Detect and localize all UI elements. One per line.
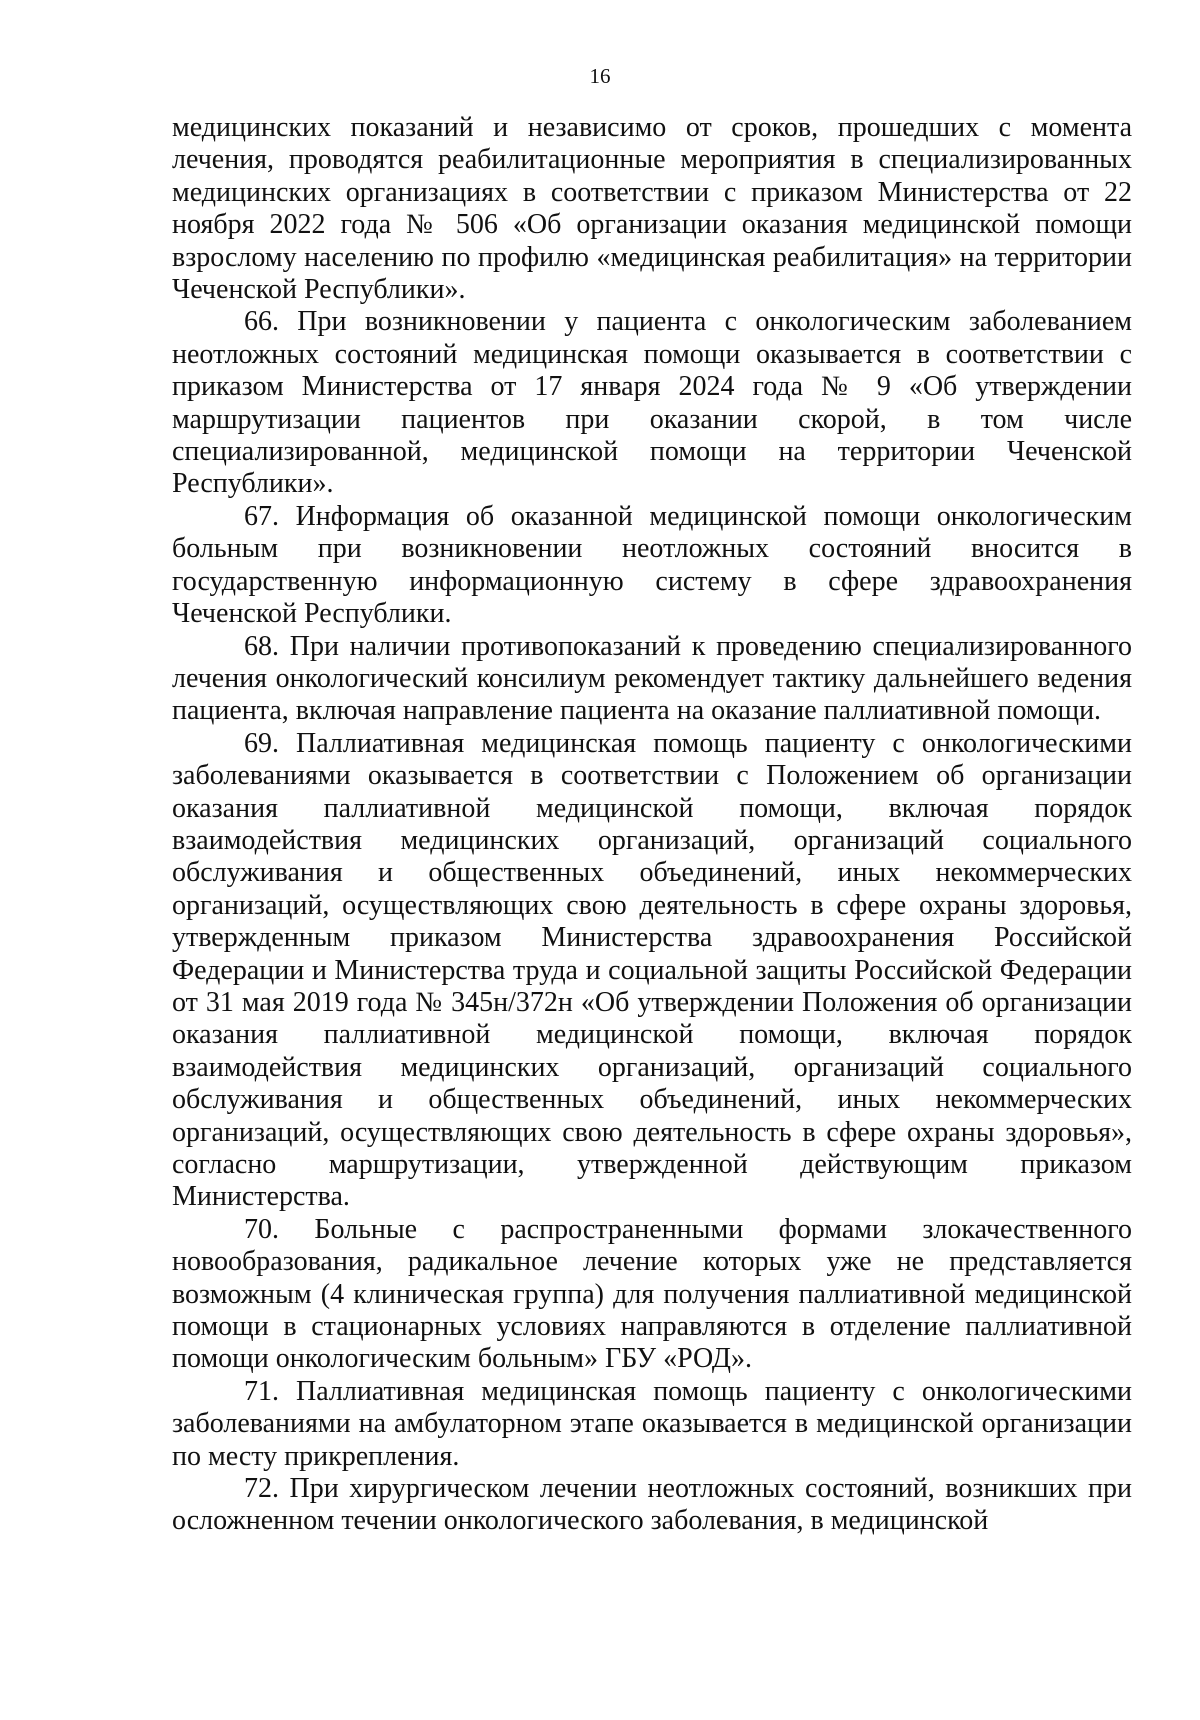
paragraph-70: 70. Больные с распространенными формами злокачественного новообразования, радикальное лечение которых уже не представляется возможным (4 клиническая группа) для получения паллиативной медицинской помощи в стационарных условиях направляются в отделение паллиативной помощи онкологическим больным» ГБУ «РОД». <box>172 1213 1132 1375</box>
paragraph-67: 67. Информация об оказанной медицинской помощи онкологическим больным при возникновении неотложных состояний вносится в государственную информационную систему в сфере здравоохранения Чеченской Республики. <box>172 500 1132 630</box>
paragraph-68: 68. При наличии противопоказаний к проведению специализированного лечения онкологический консилиум рекомендует тактику дальнейшего ведения пациента, включая направление пациента на оказание паллиативной помощи. <box>172 630 1132 727</box>
paragraph-69: 69. Паллиативная медицинская помощь пациенту с онкологическими заболеваниями оказывается в соответствии с Положением об организации оказания паллиативной медицинской помощи, включая порядок взаимодействия медицинских организаций, организаций социального обслуживания и общественных объединений, иных некоммерческих организаций, осуществляющих свою деятельность в сфере охраны здоровья, утвержденным приказом Министерства здравоохранения Российской Федерации и Министерства труда и социальной защиты Российской Федерации от 31 мая 2019 года № 345н/372н «Об утверждении Положения об организации оказания паллиативной медицинской помощи, включая порядок взаимодействия медицинских организаций, организаций социального обслуживания и общественных объединений, иных некоммерческих организаций, осуществляющих свою деятельность в сфере охраны здоровья», согласно маршрутизации, утвержденной действующим приказом Министерства. <box>172 727 1132 1213</box>
paragraph-71: 71. Паллиативная медицинская помощь пациенту с онкологическими заболеваниями на амбулаторном этапе оказывается в медицинской организации по месту прикрепления. <box>172 1375 1132 1472</box>
page-number: 16 <box>589 64 611 88</box>
document-body <box>172 112 1132 1538</box>
paragraph-72: 72. При хирургическом лечении неотложных состояний, возникших при осложненном течении онкологического заболевания, в медицинской <box>172 1473 1132 1537</box>
paragraph-66: 66. При возникновении у пациента с онкологическим заболеванием неотложных состояний медицинская помощи оказывается в соответствии с приказом Министерства от 17 января 2024 года № 9 «Об утверждении маршрутизации пациентов при оказании скорой, в том числе специализированной, медицинской помощи на территории Чеченской Республики». <box>172 306 1132 500</box>
paragraph-continuation: медицинских показаний и независимо от сроков, прошедших с момента лечения, проводятся реабилитационные мероприятия в специализированных медицинских организациях в соответствии с приказом Министерства от 22 ноября 2022 года № 506 «Об организации оказания медицинской помощи взрослому населению по профилю «медицинская реабилитация» на территории Чеченской Республики». <box>172 112 1132 306</box>
